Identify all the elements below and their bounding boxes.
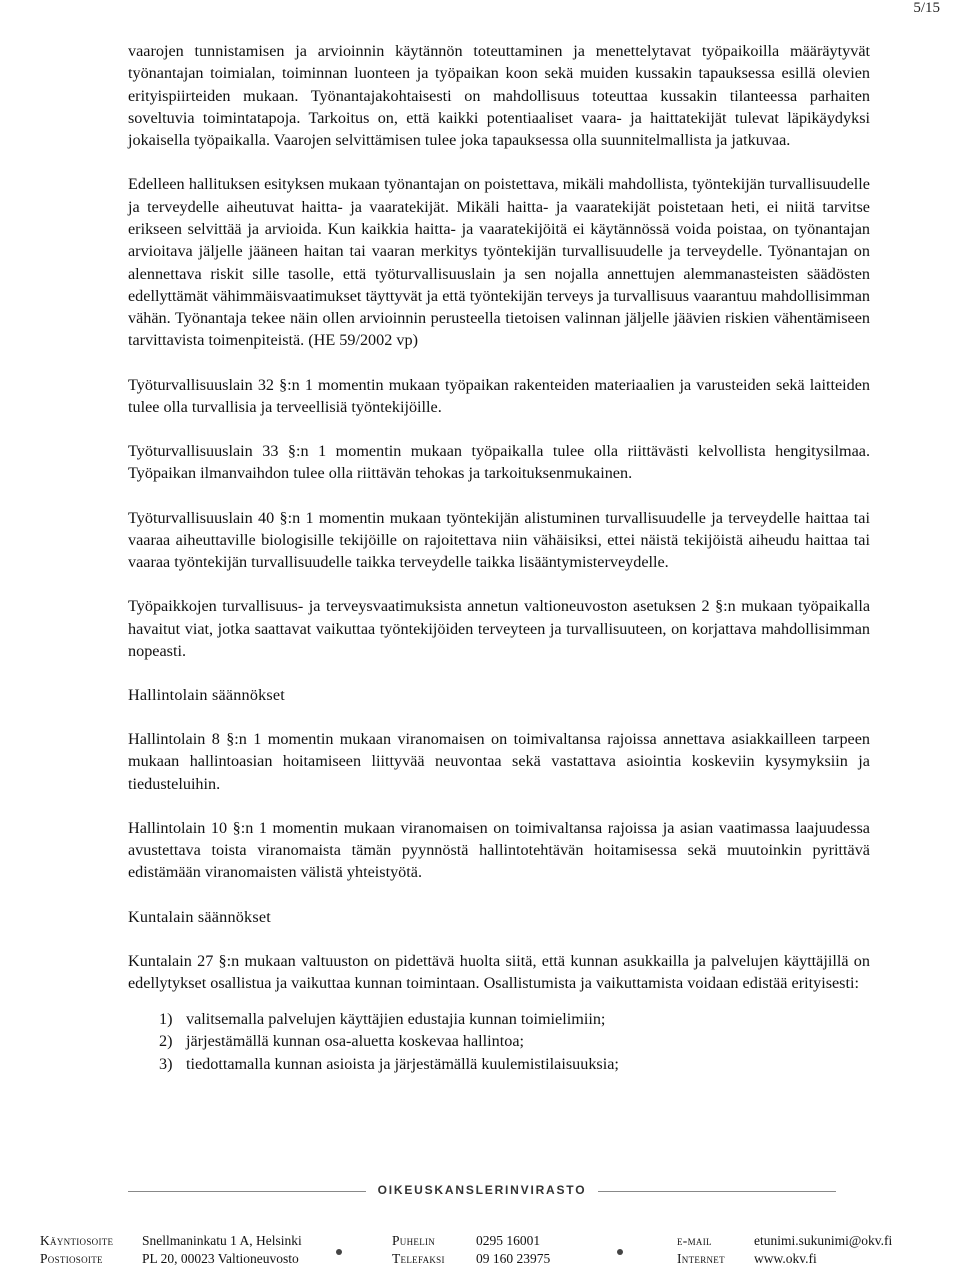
post-address-label: Postiosoite [40, 1251, 103, 1266]
email-value[interactable]: etunimi.sukunimi@okv.fi [754, 1233, 893, 1248]
paragraph: vaarojen tunnistamisen ja arvioinnin käytännön toteuttaminen ja menettelytavat työpaikoilla määräytyvät työnantajan toimialan, toiminnan luonteen ja työpaikan koon sekä muiden kussakin tapauksessa esillä olevien erityispiirteiden mukaan. Työnantajakohtaisesti on mahdollisuus toteuttaa kussakin tilanteessa parhaiten soveltuvia toimintatapoja. Tarkoitus on, että kaikki potentiaaliset vaara- ja haittatekijät tulevat läpikäydyksi jokaisella työpaikalla. Vaarojen selvittämisen tulee joka tapauksessa olla suunnitelmallista ja jatkuvaa. [128, 42, 870, 150]
page-footer [0, 1183, 960, 1267]
list-item [159, 1008, 870, 1030]
visit-address-label: Käyntiosoite [40, 1233, 114, 1248]
paragraph: Työturvallisuuslain 32 §:n 1 momentin mukaan työpaikan rakenteiden materiaalien ja varusteiden sekä laitteiden tulee olla turvallisia ja terveellisiä työntekijöille. [128, 375, 870, 416]
paragraph: Hallintolain 10 §:n 1 momentin mukaan viranomaisen on toimivaltansa rajoissa ja asian vaatimassa laajuudessa avustettava toista viranomaista tämän pyynnöstä hallintotehtävän hoitamisessa sekä muutoinkin pyrittävä edistämään viranomaisten välistä yhteistyötä. [128, 818, 870, 882]
paragraph: Edelleen hallituksen esityksen mukaan työnantajan on poistettava, mikäli mahdollista, työntekijän turvallisuudelle ja terveydelle aiheutuvat haitta- ja vaaratekijät. Mikäli haitta- ja vaaratekijät poistetaan heti, ei niitä tarvitse erikseen selvittää ja arvioida. Kun kaikkia haitta- ja vaaratekijöitä ei käytännössä voida poistaa, on työnantajan arvioitava jäljelle jääneen haitan tai vaaran merkitys työntekijän turvallisuudelle ja terveydelle. Työnantajan on alennettava riskit sille tasolle, että työturvallisuuslain ja sen nojalla annettujen alemmanasteisten säädösten edellyttämät vähimmäisvaatimukset täyttyvät ja että työntekijän terveys ja turvallisuus vaarantuu mahdollisimman vähän. Työnantaja tekee näin ollen arvioinnin perusteella tietoisen valinnan jäljelle jäävien riskien vähentämiseen tarvittavista toimenpiteistä. (HE 59/2002 vp) [128, 175, 870, 350]
list-item [159, 1030, 870, 1052]
numbered-list [128, 1008, 870, 1075]
separator-dot-icon [617, 1249, 623, 1255]
organization-logo: OIKEUSKANSLERINVIRASTO [377, 1183, 587, 1197]
email-label: e-mail [677, 1233, 712, 1248]
fax-label: Telefaksi [392, 1251, 445, 1266]
phone-value: 0295 16001 [476, 1233, 541, 1248]
footer-rule-right [598, 1191, 836, 1192]
paragraph: Työturvallisuuslain 33 §:n 1 momentin mukaan työpaikalla tulee olla riittävästi kelvollista hengitysilmaa. Työpaikan ilmanvaihdon tulee olla riittävän tehokas ja tarkoituksenmukainen. [128, 442, 870, 483]
phone-label: Puhelin [392, 1233, 436, 1248]
section-heading-kuntalaki: Kuntalain säännökset [128, 907, 271, 926]
paragraph: Hallintolain 8 §:n 1 momentin mukaan viranomaisen on toimivaltansa rajoissa annettava asiakkailleen tarpeen mukaan hallintoasian hoitamiseen liittyvää neuvontaa sekä vastattava asiointia koskeviin kysymyksiin ja tiedusteluihin. [128, 730, 870, 793]
list-item [159, 1053, 870, 1075]
visit-address-value: Snellmaninkatu 1 A, Helsinki [142, 1233, 302, 1248]
list-item-text: järjestämällä kunnan osa-aluetta koskevaa hallintoa; [186, 1032, 525, 1051]
list-item-text: valitsemalla palvelujen käyttäjien edustajia kunnan toimielimiin; [186, 1010, 606, 1029]
paragraph: Kuntalain 27 §:n mukaan valtuuston on pidettävä huolta siitä, että kunnan asukkailla ja palvelujen käyttäjillä on edellytykset osallistua ja vaikuttaa kunnan toimintaan. Osallistumista ja vaikuttamista voidaan edistää erityisesti: [128, 951, 870, 992]
section-heading-hallintolaki: Hallintolain säännökset [128, 686, 285, 705]
internet-link[interactable]: www.okv.fi [754, 1251, 817, 1266]
list-number: 1) [159, 1010, 173, 1029]
paragraph: Työpaikkojen turvallisuus- ja terveysvaatimuksista annetun valtioneuvoston asetuksen 2 §:n mukaan työpaikalla havaitut viat, jotka saattavat vaikuttaa työntekijöiden terveyteen ja turvallisuuteen, on korjattava mahdollisimman nopeasti. [128, 597, 870, 660]
paragraph: Työturvallisuuslain 40 §:n 1 momentin mukaan työntekijän alistuminen turvallisuudelle ja terveydelle haittaa tai vaaraa aiheuttaville biologisille tekijöille on rajoitettava niin vähäisiksi, ettei näistä tekijöistä aiheudu haittaa tai vaaraa työntekijän turvallisuudelle taikka terveydelle taikka lisääntymisterveydelle. [128, 508, 870, 572]
separator-dot-icon [336, 1249, 342, 1255]
list-item-text: tiedottamalla kunnan asioista ja järjestämällä kuulemistilaisuuksia; [186, 1054, 619, 1073]
internet-label: Internet [677, 1251, 725, 1266]
footer-rule-left [128, 1191, 366, 1192]
fax-value: 09 160 23975 [476, 1251, 551, 1266]
page-number: 5/15 [913, 0, 940, 16]
post-address-value: PL 20, 00023 Valtioneuvosto [142, 1251, 299, 1266]
document-body [128, 40, 870, 1075]
list-number: 2) [159, 1032, 173, 1051]
list-number: 3) [159, 1054, 173, 1073]
